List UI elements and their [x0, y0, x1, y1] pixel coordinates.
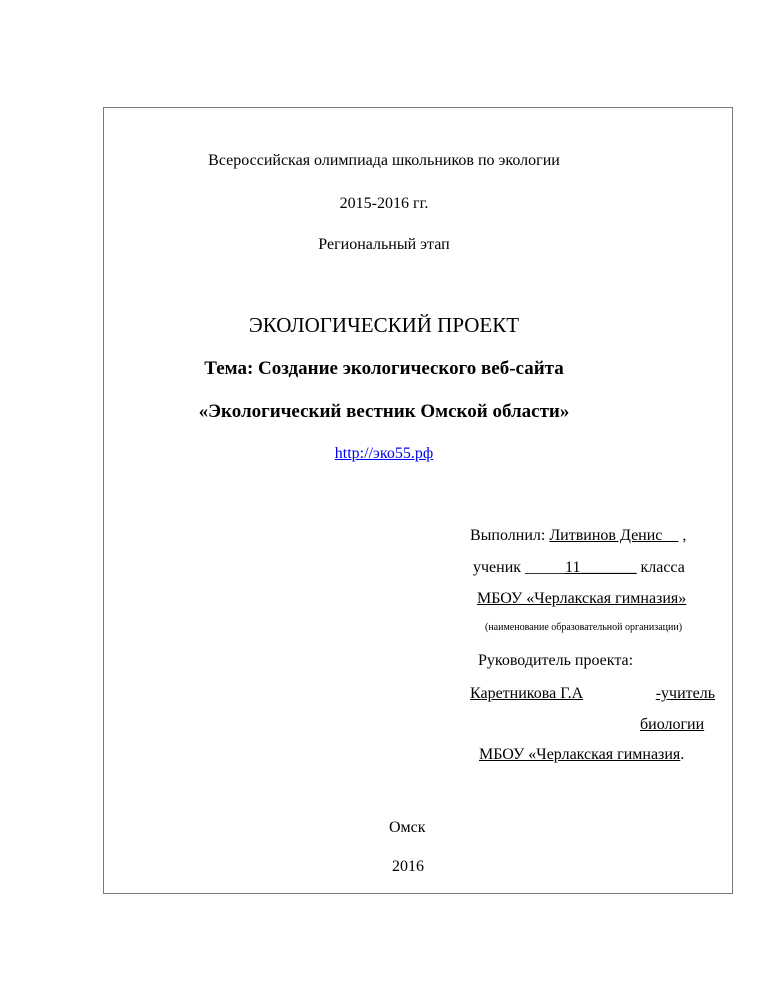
year: 2016: [392, 858, 424, 875]
olympiad-title: Всероссийская олимпиада школьников по экологии: [208, 152, 560, 169]
class-word: класса: [640, 559, 685, 576]
author-line: [470, 527, 686, 545]
supervisor-subject: биологии: [640, 716, 705, 733]
city: Омск: [389, 819, 426, 836]
author-comma: ,: [678, 527, 687, 544]
grade-field: _____11_______: [525, 559, 637, 576]
project-url-link[interactable]: http://эко55.рф: [334, 445, 434, 462]
student-line: [473, 559, 685, 577]
school-caption: (наименование образовательной организации): [485, 622, 683, 633]
supervisor-school-line: МБОУ «Черлакская гимназия.: [479, 746, 685, 763]
author-school: МБОУ «Черлакская гимназия»: [477, 590, 687, 607]
supervisor-name: Каретникова Г.А: [470, 685, 584, 702]
student-label: ученик: [473, 559, 522, 576]
supervisor-role: -учитель: [655, 685, 715, 702]
page-frame: [103, 107, 733, 894]
olympiad-stage: Региональный этап: [318, 236, 450, 253]
supervisor-label: Руководитель проекта:: [478, 652, 634, 669]
project-topic-line1: Тема: Создание экологического веб-сайта: [204, 358, 564, 379]
supervisor-line: [470, 685, 715, 703]
author-name: Литвинов Денис__: [549, 527, 679, 544]
author-label: Выполнил:: [470, 527, 546, 544]
supervisor-school: МБОУ «Черлакская гимназия: [479, 746, 681, 763]
olympiad-years: 2015-2016 гг.: [339, 195, 429, 212]
project-heading: ЭКОЛОГИЧЕСКИЙ ПРОЕКТ: [248, 313, 520, 337]
project-topic-line2: «Экологический вестник Омской области»: [198, 401, 570, 422]
